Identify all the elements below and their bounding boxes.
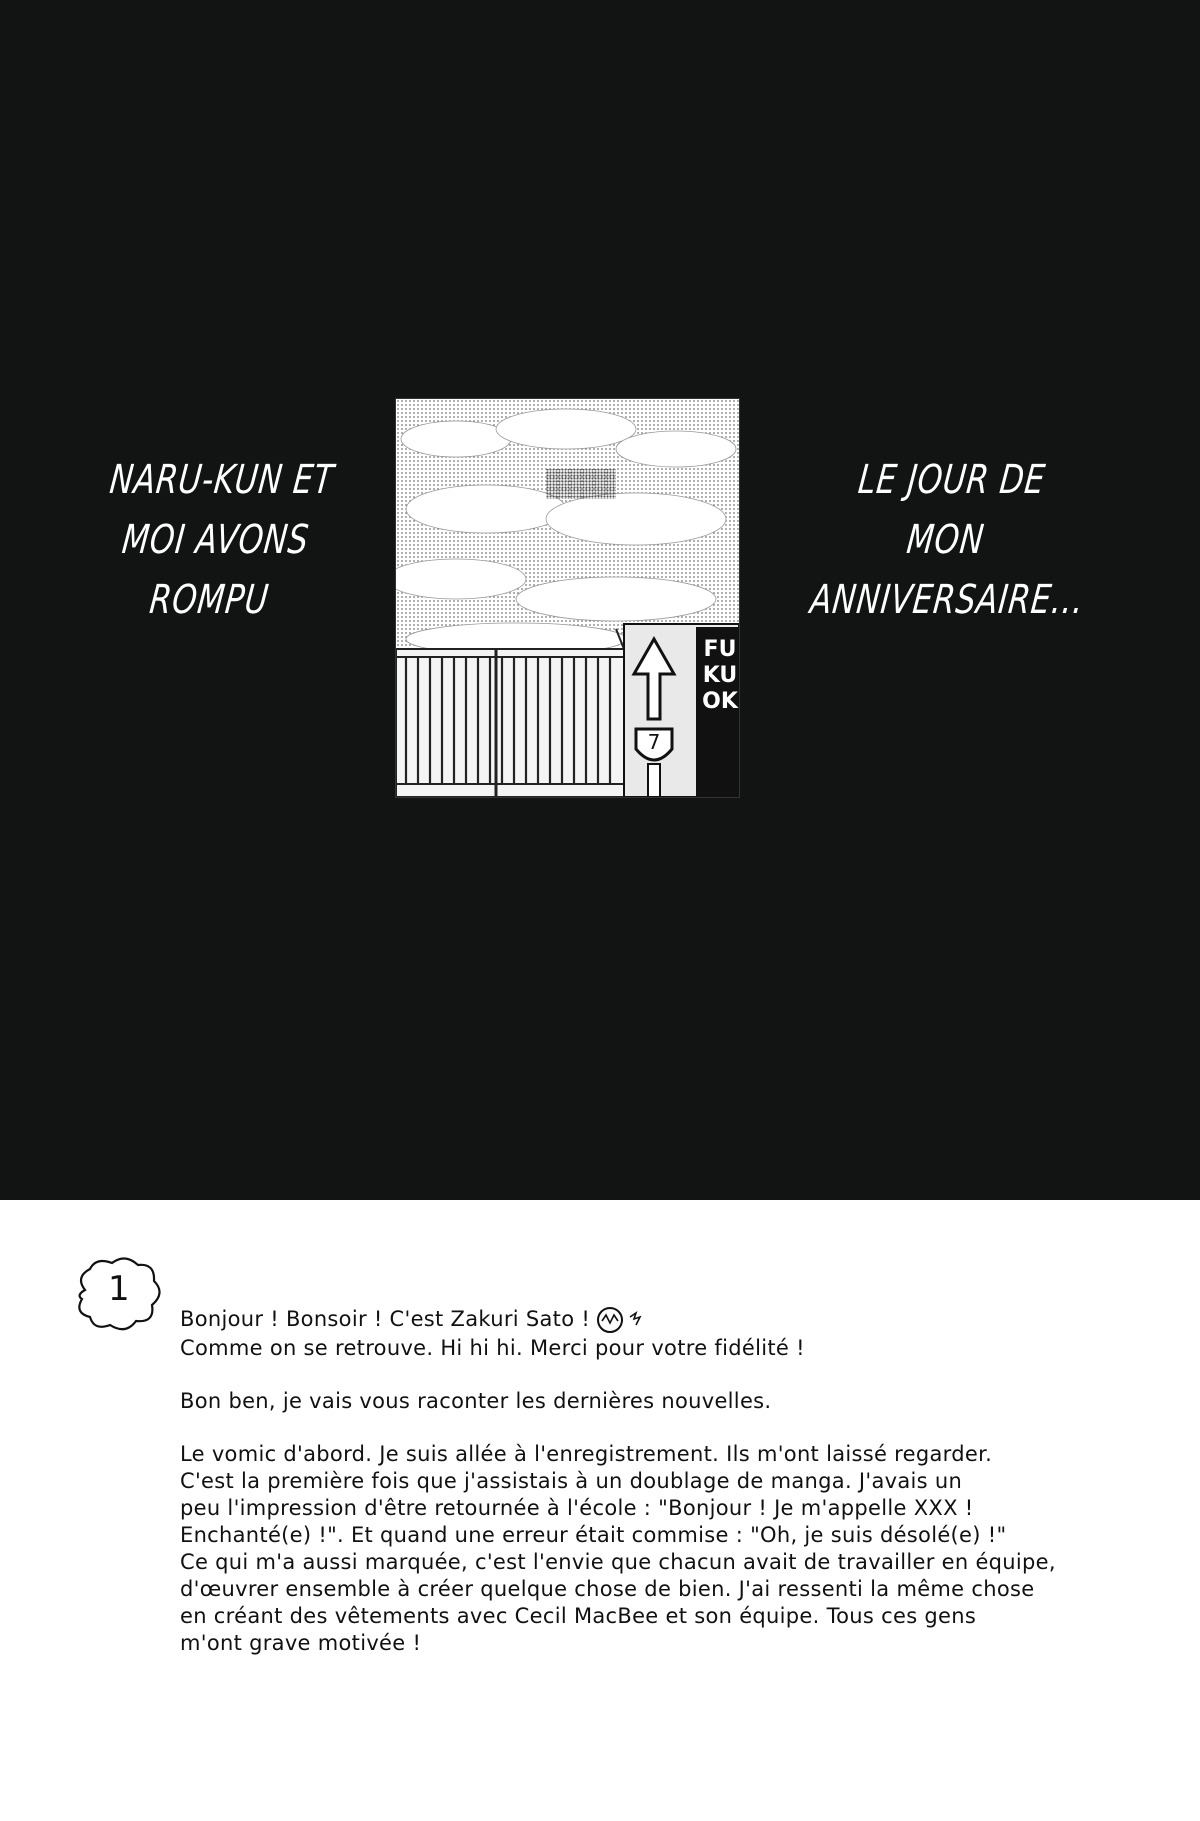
manga-panel-school-gate [395, 398, 740, 798]
sign-text: FUKUOK [702, 637, 738, 714]
paragraph-line: m'ont grave motivée ! [180, 1631, 422, 1655]
gate-drawing [396, 629, 624, 797]
paragraph-line: en créant des vêtements avec Cecil MacBee et son équipe. Tous ces gens [180, 1604, 977, 1628]
greeting-line-1: Bonjour ! Bonsoir ! C'est Zakuri Sato ! [180, 1305, 1160, 1335]
note-number-text: 1 [108, 1269, 130, 1309]
caption-left: NARU-KUN ET MOI AVONS ROMPU [107, 457, 337, 623]
caption-right: LE JOUR DE MON ANNIVERSAIRE... [808, 457, 1087, 623]
paragraph-news: Bon ben, je vais vous raconter les dernières nouvelles. [180, 1389, 772, 1413]
paragraph-line: Ce qui m'a aussi marquée, c'est l'envie que chacun avait de travailler en équipe, [180, 1550, 1056, 1574]
doodle-icon [594, 1305, 650, 1335]
paragraph-line: C'est la première fois que j'assistais à un doublage de manga. J'avais un [180, 1469, 963, 1493]
greeting-line-2: Comme on se retrouve. Hi hi hi. Merci pour votre fidélité ! [180, 1336, 805, 1360]
note-body [180, 1305, 1160, 1683]
paragraph-line: Enchanté(e) !". Et quand une erreur était commise : "Oh, je suis désolé(e) !" [180, 1523, 1007, 1547]
paragraph-line: peu l'impression d'être retournée à l'école : "Bonjour ! Je m'appelle XXX ! [180, 1496, 974, 1520]
paragraph-line: Le vomic d'abord. Je suis allée à l'enregistrement. Ils m'ont laissé regarder. [180, 1442, 993, 1466]
route-number: 7 [647, 730, 661, 754]
note-number-cloud [70, 1255, 165, 1335]
paragraph-line: d'œuvrer ensemble à créer quelque chose de bien. J'ai ressenti la même chose [180, 1577, 1035, 1601]
